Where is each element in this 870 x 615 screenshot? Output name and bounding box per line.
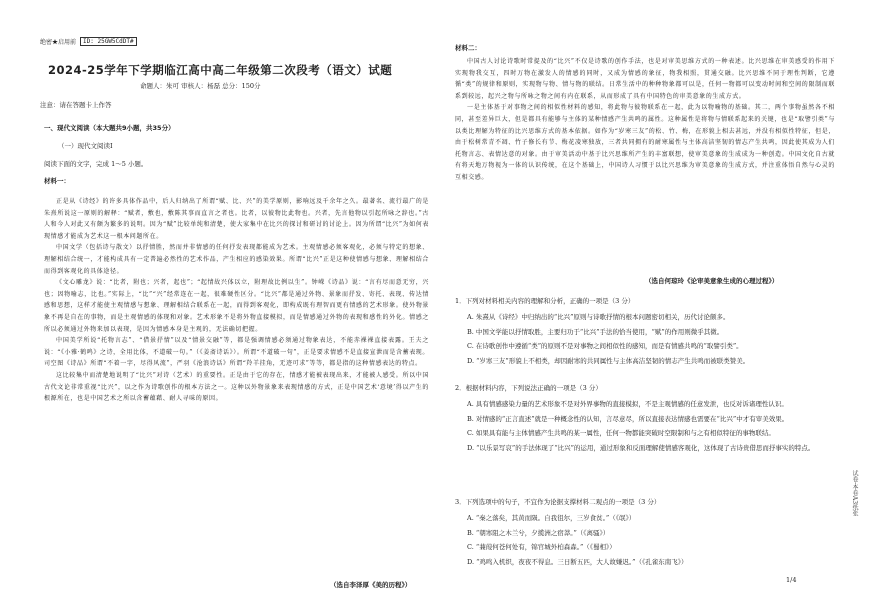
- paragraph: 一是主体基于对事物之间的相似性材料的感知，将此物与彼物联系在一起，此为以物喻物的基础。其二，两个事物虽然各不相同，甚至差异巨大，但是都具有能够与主体的某种情感产生共鸣的属性。这种属性是将物与情联系起来的关键，也是“取譬引类”与以类比理解为特征的比兴思维方式的基本依据。如作为“岁寒三友”的松、竹、梅，在形貌上相去甚远，并没有相似性特征，但是，由于松树常青不凋、竹子修长有节、梅花凌寒独放，三者共同拥有的耐寒属性与主体高洁坚韧的情志产生共鸣，因此使其成为人们托物言志、表情达意的对象。由于审美活动中基于比兴思维所产生的丰富联想，使审美意象的生成成为一种创造。中国文化自古就有将天地万物视为一体的认识传统，在这个基础上，中国诗人习惯于以比兴思维为审美意象的生成方式，并注重体悟自然与心灵的互相交感。: [455, 104, 835, 181]
- question-stem: 1．下列对材料相关内容的理解和分析，正确的一项是（3 分）: [455, 297, 635, 305]
- section-heading: 一、现代文阅读（本大题共9小题，共35分）: [44, 124, 175, 132]
- option: D. “鸡鸣入机织，夜夜不得息。三日断五匹，大人故嫌迟。”（《孔雀东南飞》）: [467, 557, 688, 566]
- option: D. “以乐景写哀”的手法体现了“比兴”的运用，通过形象和反面理解使情感客观化，这体现了古诗贵借思而抒事实的特点。: [467, 443, 815, 452]
- paragraph: 《文心雕龙》说：“比者，附也；兴者，起也”；“起情故兴体以立，附理故比例以生”。钟嵘《诗品》说：“言有尽而意无穷，兴也；因物喻志，比也。”实际上，“比”“兴”经常连在一起，很难硬性区分。“比兴”都是通过外物、景象而抒发、寄托、表现、传达情感和思想，这样才能使主观情感与想象、理解相结合联系在一起，而得到客观化，即构成既有理智而更有情感的艺术形象。使外物景象不再是自在的事物，而是主观情感的体现和对象。艺术形象不是将外物直接模拟，而是情感通过外物的表现和感性的外化。情感之所以必须通过外物来加以表现，是因为情感本身是主观的，无法确切把握。: [44, 279, 429, 333]
- exam-meta: 命题人：朱可 审核人：杨磊 总分：150分: [140, 82, 261, 90]
- question-3: [455, 497, 835, 571]
- option: B. “朝寒阻之木兰兮，夕揽洲之宿莽。”（《离骚》）: [467, 528, 610, 537]
- material2-body: [455, 56, 835, 184]
- option: D. “岁寒三友”形貌上不相类，却因耐寒的共同属性与主体高洁坚韧的情志产生共鸣而被联类赞美。: [467, 356, 750, 365]
- exam-id-box: ID: 25GW5CdDT#: [80, 37, 137, 46]
- paragraph: 中国美学所说“托物言志”、“借景抒情”以及“情景交融”等，都是强调情感必须通过物象表达，不能赤裸裸直接表露。王夫之说：“《小雅·鹤鸣》之诗，全用比体，不道破一句。”（《姜斋诗话》）。所谓“不道破一句”，正是要求情感不是直接宣泄而是含蓄表现。司空图《诗品》所谓“不着一字，尽得风流”，严羽《沧浪诗话》所谓“羚羊挂角，无迹可求”等等，都是指的这种情感表达的特点。: [44, 337, 429, 368]
- paragraph: 中国文学（包括诗与散文）以抒情胜，然而并非情感的任何抒发表现都能成为艺术。主观情感必须客观化，必须与特定的想象、理解相结合统一，才能构成具有一定普遍必然性的艺术作品，产生相应的感染效果。所谓“比兴”正是这种使情感与想象、理解相结合而得到客观化的具体途径。: [44, 244, 429, 275]
- notice: 注意：请在答题卡上作答: [40, 101, 112, 109]
- option: B. 中国文学能以抒情取胜，主要归功于“比兴”手法的恰当使用，“赋”的作用则微乎其微。: [467, 327, 724, 336]
- question-stem: 3．下列选项中的句子，不宜作为论据支撑材料二观点的一项是（3 分）: [455, 498, 661, 506]
- option: A. 具有情感感染力量的艺术形象不是对外界事物的直接模拟，不是主观情感的任意发泄，也反对诉诸理性认识。: [467, 400, 788, 408]
- option: B. 对情感的“正言直述”就是一种概念性的认知，言尽意尽，所以直接表达情感也需要在“比兴”中才有审美效果。: [467, 414, 789, 423]
- material2-label: 材料二：: [455, 44, 481, 52]
- paragraph: 中国古人讨论诗歌时常提及的“比兴”不仅是诗歌的创作手法，也是对审美思维方式的一种表述。比兴思维在审美感受的作用下实现物我交互，四时万物在激发人的情感的同时，又成为情感的象征，物我相照，贯通交融。比兴思维不同于理性判断，它遵循“类”的规律和原则，实现物与物、情与物的联结。日常生活中的种种物象都可以是，任何一物都可以变动时间和空间的限制而联系到较远，起兴之物与所咏之物之间有内在联系，从而形成了具有中国特色的审美意象的生成方式。: [455, 58, 835, 100]
- question-2: [455, 383, 835, 457]
- question-1: [455, 296, 835, 370]
- material1-label: 材料一：: [44, 177, 70, 185]
- side-note: 试卷·本卷A3纸张: [851, 470, 858, 517]
- source-citation: （选自李泽厚《美的历程》）: [330, 581, 412, 589]
- instruction: 阅读下面的文字，完成 1～5 小题。: [44, 160, 148, 168]
- paragraph: 这比较集中而清楚地说明了“比兴”对诗（艺术）的重要性。正是由于它的存在，情感才能被表现出来，才能被人感受。所以中国古代文论非常重视“比兴”，以之作为诗歌创作的根本方法之一。这种以外物景象来表现情感的方式，正是中国艺术‘意境’得以产生的根源所在，也是中国艺术之所以含蓄蕴藉、耐人寻味的原因。: [44, 371, 429, 403]
- option: A. 朱熹从《诗经》中归纳出的“比兴”原则与诗歌抒情的根本问题密切相关，历代讨论颇多。: [467, 313, 730, 321]
- option: C. 如果具有能与主体情感产生共鸣的某一属性，任何一物都能突破时空限制和与之有相似特征的事物联结。: [467, 429, 775, 437]
- paragraph: 正是从《诗经》的许多具体作品中，后人归纳出了所谓“赋、比、兴”的美学原则，影响远及千余年之久。最著名、流行最广的是朱熹所说这一原则的解释：“赋者，敷也，敷陈其事而直言之者也。比者，以彼物比此物也。兴者，先言他物以引起所咏之辞也。”古人和今人对此又有颇为繁多的说明。因为“赋”比较单纯和清楚，使大家集中在比兴的探讨和研讨的讨论上。因为所谓“比兴”为如何表现情感才能成为艺术这一根本问题所在。: [44, 198, 429, 240]
- source-citation: （选自何琼玲《论审美意象生成的心理过程》）: [645, 277, 779, 285]
- option: A. “秦之落矣，其黄而陨。自我徂尔，三岁食贫。”（《氓》）: [467, 514, 636, 522]
- subsection-heading: （一）现代文阅读Ⅰ: [58, 142, 113, 150]
- question-stem: 2．根据材料内容，下列说法正确的一项是（3 分）: [455, 384, 602, 392]
- header: [40, 37, 137, 46]
- option: C. “蒹葭何苍何处有，锦官城外柏森森。”（《蜀相》）: [467, 543, 616, 551]
- page-number: 1/4: [786, 576, 797, 584]
- exam-title: 2024-25学年下学期临江高中高二年级第二次段考（语文）试题: [48, 63, 393, 77]
- material1-body: [44, 196, 429, 405]
- option: C. 在诗歌创作中遵循“类”的原则不是对事物之间相似性的感知，而是有情感共鸣的“取譬引类”。: [467, 342, 743, 350]
- secret-mark: 绝密★启用前: [40, 39, 77, 46]
